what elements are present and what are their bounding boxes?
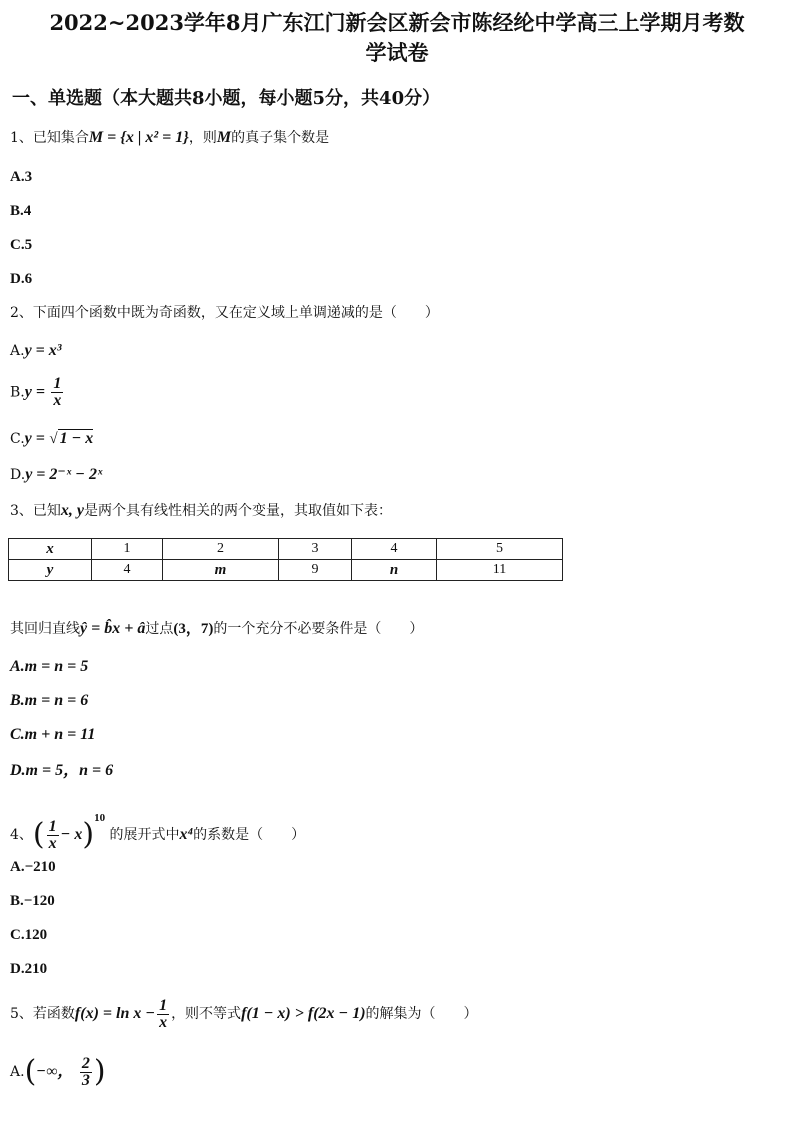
question-1 bbox=[10, 127, 329, 149]
q4-option-b[interactable]: B.−120 bbox=[10, 893, 55, 909]
q5-option-a[interactable]: A.(−∞， $\frac{2}{3}$ ) bbox=[10, 1054, 106, 1089]
q2-option-d[interactable]: D.y = 2⁻ˣ − 2ˣ bbox=[10, 466, 103, 483]
q1-text-1: 1、已知集合 bbox=[10, 130, 89, 146]
question-2: 2、下面四个函数中既为奇函数，又在定义域上单调递减的是（ ） bbox=[10, 305, 439, 321]
table-row: x 1 2 3 4 5 bbox=[9, 539, 563, 560]
q4-option-a[interactable]: A.−210 bbox=[10, 859, 56, 875]
sqrt-sign: √ bbox=[49, 431, 58, 447]
title-line-1: 2022~2023学年8月广东江门新会区新会市陈经纶中学高三上学期月考数 bbox=[49, 10, 745, 35]
q1-text-2: ，则 bbox=[188, 130, 217, 146]
q1-text-3: 的真子集个数是 bbox=[231, 130, 330, 146]
q1-option-d[interactable]: D.6 bbox=[10, 271, 33, 287]
q4-fraction: $\frac{1}{x}$ bbox=[48, 817, 57, 852]
q1-option-a[interactable]: A.3 bbox=[10, 169, 33, 185]
section-heading: 一、单选题（本大题共8小题，每小题5分，共40分） bbox=[12, 88, 441, 109]
q5-a-fraction: $\frac{2}{3}$ bbox=[81, 1054, 90, 1089]
question-4: 4、( $\frac{1}{x}$ − x)$^{10}$ 的展开式中x⁴的系数是（ ） bbox=[10, 812, 306, 852]
q3-option-d[interactable]: D.m = 5，n = 6 bbox=[10, 762, 114, 779]
q2-option-b[interactable]: B.y = $\frac{1}{x}$ bbox=[10, 375, 62, 409]
title-line-2: 学试卷 bbox=[365, 40, 429, 65]
q1-option-c[interactable]: C.5 bbox=[10, 237, 33, 253]
question-3: 3、已知x, y是两个具有线性相关的两个变量，其取值如下表： bbox=[10, 502, 393, 519]
q3-option-a[interactable]: A.m = n = 5 bbox=[10, 658, 89, 675]
q2-option-a[interactable]: A.y = x³ bbox=[10, 342, 62, 359]
q1-set: M = {x | x² = 1} bbox=[88, 129, 189, 146]
q2-option-c[interactable]: C.y = √ 1 − x bbox=[10, 430, 94, 447]
q4-option-d[interactable]: D.210 bbox=[10, 961, 48, 977]
q1-var: M bbox=[216, 129, 232, 146]
table-row: y 4 m 9 n 11 bbox=[9, 560, 563, 581]
q2-b-fraction: $\frac{1}{x}$ bbox=[53, 375, 62, 409]
value-table bbox=[8, 538, 563, 581]
q3-option-b[interactable]: B.m = n = 6 bbox=[10, 692, 89, 709]
page-title bbox=[0, 8, 794, 68]
q3-option-c[interactable]: C.m + n = 11 bbox=[10, 726, 96, 743]
question-3-condition: 其回归直线ŷ = b̂x + â过点(3，7)的一个充分不必要条件是（ ） bbox=[10, 620, 424, 637]
q5-fraction: $\frac{1}{x}$ bbox=[159, 996, 168, 1031]
question-5: 5、若函数f(x) = ln x − $\frac{1}{x}$ ，则不等式f(1 − x) > f(2x − 1)的解集为（ ） bbox=[10, 996, 478, 1031]
q4-option-c[interactable]: C.120 bbox=[10, 927, 48, 943]
q1-option-b[interactable]: B.4 bbox=[10, 203, 32, 219]
